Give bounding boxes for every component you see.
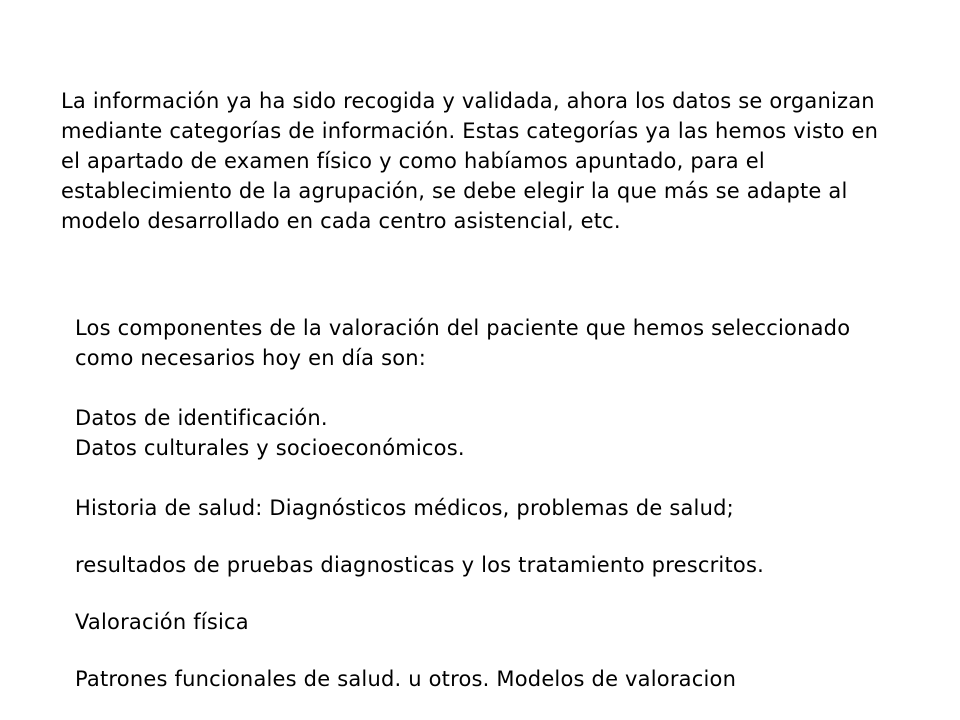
intro-line: modelo desarrollado en cada centro asistencial, etc. xyxy=(61,209,621,233)
component-item-physical-assessment: Valoración física xyxy=(75,610,249,634)
intro-line: La información ya ha sido recogida y validada, ahora los datos se organizan xyxy=(61,89,875,113)
component-item-identification: Datos de identificación. xyxy=(75,406,328,430)
component-item-functional-patterns: Patrones funcionales de salud. u otros. Modelos de valoracion xyxy=(75,667,737,691)
intro-line: el apartado de examen físico y como habíamos apuntado, para el xyxy=(61,149,765,173)
intro-line: establecimiento de la agrupación, se debe elegir la que más se adapte al xyxy=(61,179,848,203)
spacer xyxy=(75,580,850,607)
spacer xyxy=(75,637,850,664)
component-item-test-results: resultados de pruebas diagnosticas y los tratamiento prescritos. xyxy=(75,553,764,577)
intro-paragraph xyxy=(61,86,878,236)
spacer xyxy=(75,523,850,550)
spacer xyxy=(75,463,850,493)
components-intro-line: como necesarios hoy en día son: xyxy=(75,346,427,370)
intro-line: mediante categorías de información. Estas categorías ya las hemos visto en xyxy=(61,119,879,143)
component-item-cultural: Datos culturales y socioeconómicos. xyxy=(75,436,465,460)
component-item-health-history: Historia de salud: Diagnósticos médicos, problemas de salud; xyxy=(75,496,734,520)
spacer xyxy=(75,373,850,403)
components-section xyxy=(75,313,850,694)
components-intro-line: Los componentes de la valoración del paciente que hemos seleccionado xyxy=(75,316,851,340)
